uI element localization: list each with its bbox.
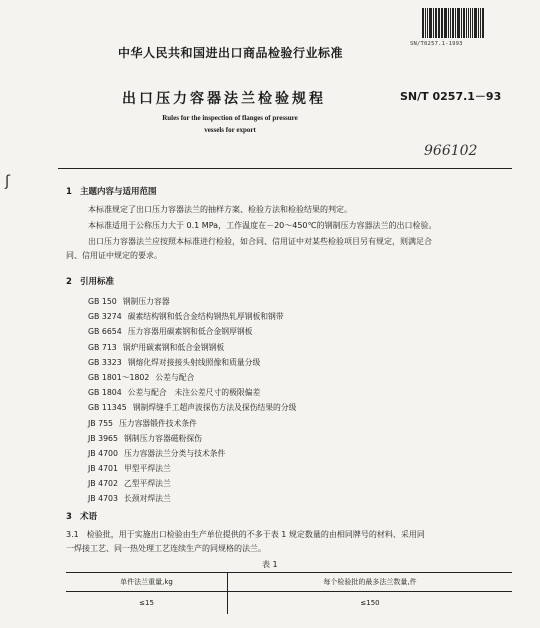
table-1	[66, 572, 512, 614]
reference-item	[88, 342, 296, 357]
english-title-line: vessels for export	[204, 126, 256, 134]
reference-title: 钢制焊缝手工超声波探伤方法及探伤结果的分级	[132, 403, 297, 413]
reference-code: GB 11345	[88, 403, 127, 413]
reference-code: GB 1804	[88, 388, 122, 398]
reference-title: 压力容器用碳素钢和低合金钢厚钢板	[127, 327, 253, 337]
barcode-bar	[444, 8, 447, 38]
barcode-bar	[452, 8, 454, 38]
barcode-bar	[425, 8, 426, 38]
reference-item	[88, 357, 296, 372]
barcode-bar	[427, 8, 428, 38]
reference-title: 钢制压力容器	[122, 297, 170, 306]
reference-code: JB 4703	[88, 494, 118, 504]
reference-title: 钢熔化焊对接接头射线照像和质量分级	[127, 357, 261, 367]
reference-code: GB 3323	[88, 357, 122, 367]
table-caption: 表 1	[262, 560, 278, 569]
section-number: 1	[66, 187, 72, 197]
barcode-bar	[466, 8, 467, 38]
reference-title: 压力容器锻件技术条件	[119, 418, 197, 428]
barcode-number: SN/T0257.1-1993	[410, 41, 463, 47]
section-1-paragraph: 本标准规定了出口压力容器法兰的抽样方案、检验方法和检验结果的判定。	[88, 205, 352, 214]
table-header-row	[66, 573, 512, 592]
barcode-bar	[470, 8, 472, 38]
table-header-cell: 单件法兰重量,kg	[66, 573, 228, 592]
reference-item	[88, 463, 296, 478]
reference-item	[88, 372, 296, 387]
barcode-bar	[461, 8, 462, 38]
barcode-bar	[439, 8, 440, 38]
document-title: 出口压力容器法兰检验规程	[122, 91, 326, 107]
barcode-bar	[441, 8, 443, 38]
barcode-bar	[472, 8, 473, 38]
reference-item	[88, 478, 296, 493]
table-cell: ≤15	[139, 599, 154, 607]
barcode-bar	[468, 8, 469, 38]
table-header-cell: 每个检验批的最多法兰数量,件	[228, 573, 512, 592]
barcode	[422, 8, 484, 38]
reference-title: 压力容器法兰分类与技术条件	[123, 448, 226, 458]
reference-title: 碳素结构钢和低合金结构钢热轧厚钢板和钢带	[127, 312, 284, 322]
reference-item	[88, 418, 296, 433]
reference-item	[88, 493, 296, 508]
reference-item	[88, 296, 296, 311]
section-title: 主题内容与适用范围	[80, 187, 157, 197]
reference-title: 长颈对焊法兰	[123, 494, 171, 504]
reference-title: 乙型平焊法兰	[123, 479, 171, 489]
reference-code: GB 1801～1802	[88, 372, 150, 382]
reference-code: JB 4701	[88, 464, 118, 474]
handwritten-number: 966102	[424, 143, 478, 159]
english-title	[130, 112, 330, 136]
reference-code: GB 150	[88, 297, 117, 306]
reference-code: GB 3274	[88, 312, 122, 322]
reference-code: JB 3965	[88, 433, 118, 443]
table-cell: ≤150	[228, 592, 512, 615]
section-3-paragraph: 一焊接工艺、同一热处理工艺连续生产的同规格的法兰。	[66, 544, 266, 553]
barcode-bar	[450, 8, 451, 38]
reference-code: GB 713	[88, 342, 117, 352]
binding-mark: ʃ	[5, 172, 11, 190]
reference-item	[88, 448, 296, 463]
header-divider	[58, 168, 512, 169]
reference-title: 公差与配合	[155, 372, 195, 382]
reference-item	[88, 311, 296, 326]
section-1-paragraph: 同、信用证中规定的要求。	[66, 251, 162, 260]
barcode-bar	[435, 8, 437, 38]
table-row	[66, 592, 512, 615]
reference-list	[88, 296, 296, 509]
section-1-heading	[66, 185, 157, 197]
section-number: 2	[66, 277, 72, 287]
reference-item	[88, 387, 296, 402]
section-2-heading	[66, 275, 114, 287]
barcode-bar	[438, 8, 439, 38]
reference-code: GB 6654	[88, 327, 122, 337]
reference-title: 公差与配合 未注公差尺寸的极限偏差	[127, 388, 261, 398]
english-title-line: Rules for the inspection of flanges of pressure	[162, 114, 298, 122]
reference-item	[88, 326, 296, 341]
reference-code: JB 755	[88, 418, 114, 428]
issuing-body: 中华人民共和国进出口商品检验行业标准	[118, 46, 344, 60]
barcode-bar	[429, 8, 432, 38]
reference-item	[88, 402, 296, 417]
section-1-paragraph: 出口压力容器法兰应按照本标准进行检验，如合同、信用证中对某些检验项目另有规定，则满足合	[88, 237, 432, 246]
standard-code: SN/T 0257.1－93	[400, 90, 502, 103]
barcode-bar	[463, 8, 465, 38]
section-1-paragraph: 本标准适用于公称压力大于 0.1 MPa，工作温度在－20～450℃的钢制压力容器法兰的出口检验。	[88, 221, 437, 230]
barcode-bar	[474, 8, 477, 38]
section-number: 3	[66, 512, 72, 522]
barcode-bar	[433, 8, 434, 38]
reference-code: JB 4700	[88, 448, 118, 458]
reference-code: JB 4702	[88, 479, 118, 489]
reference-item	[88, 433, 296, 448]
section-3-heading	[66, 510, 97, 522]
barcode-bar	[482, 8, 484, 38]
section-title: 术语	[80, 512, 98, 522]
barcode-bar	[448, 8, 449, 38]
section-3-paragraph: 3.1 检验批，用于实施出口检验由生产单位提供的不多于表 1 规定数量的由相同牌号的材料、采用同	[66, 530, 425, 539]
barcode-bar	[457, 8, 460, 38]
reference-title: 钢制压力容器磁粉探伤	[123, 433, 202, 443]
barcode-bar	[422, 8, 424, 38]
barcode-bar	[480, 8, 481, 38]
reference-title: 锅炉用碳素钢和低合金钢钢板	[122, 342, 225, 352]
barcode-bar	[455, 8, 456, 38]
reference-title: 甲型平焊法兰	[123, 464, 171, 474]
barcode-bar	[478, 8, 479, 38]
section-title: 引用标准	[80, 277, 115, 287]
